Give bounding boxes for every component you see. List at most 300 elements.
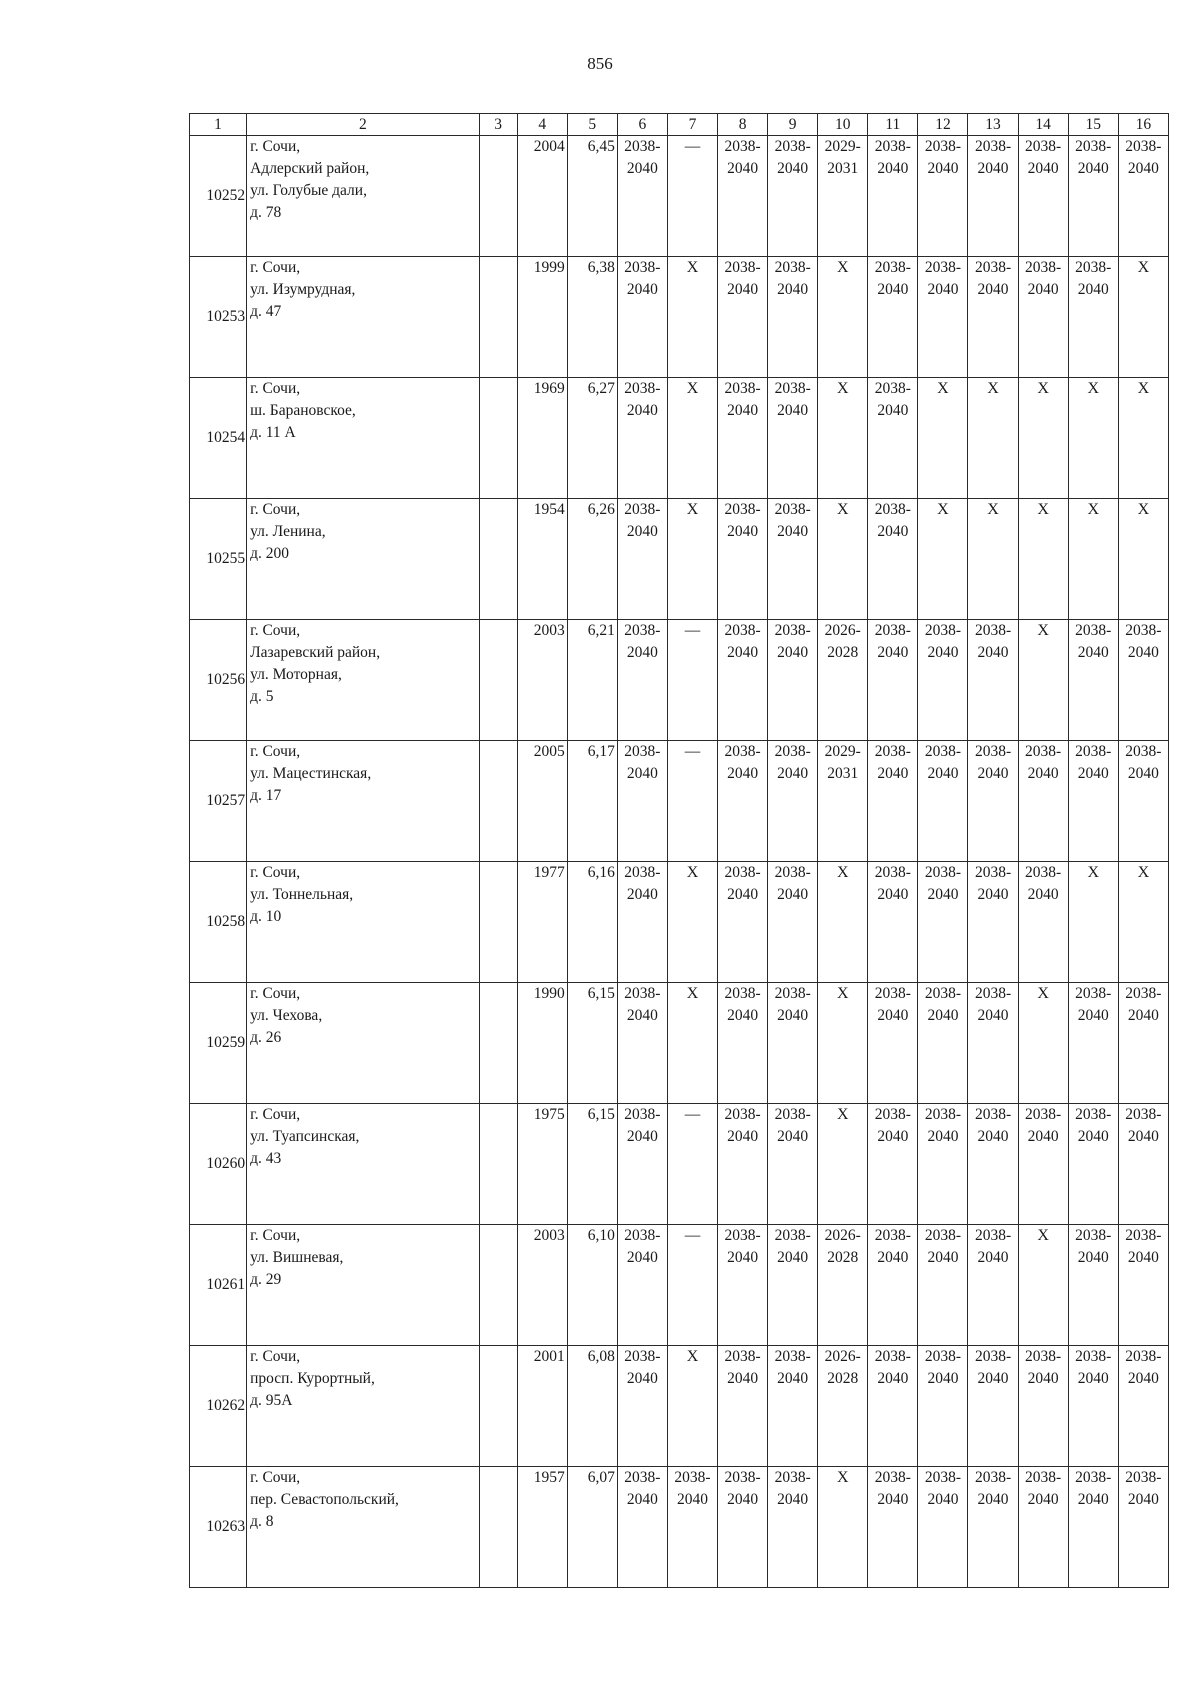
cell-line: 2038- xyxy=(774,1348,811,1365)
year-cell: 1957 xyxy=(517,1467,567,1588)
cell-line: 2040 xyxy=(1127,1491,1159,1508)
cell-mark: X xyxy=(937,501,949,518)
value-cell-col-15 xyxy=(1068,378,1118,499)
cell-line: 2038- xyxy=(1125,1348,1162,1365)
year-cell: 2003 xyxy=(517,1225,567,1346)
value-cell-col-14 xyxy=(1018,257,1068,378)
table-row xyxy=(190,136,1169,257)
value-cell-col-10 xyxy=(818,983,868,1104)
cell-line: д. 95А xyxy=(250,1392,293,1409)
year-cell: 1969 xyxy=(517,378,567,499)
cell-mark: — xyxy=(684,1106,701,1123)
cell-line: 2040 xyxy=(1027,765,1059,782)
cell-line: 2040 xyxy=(727,886,759,903)
cell-line: 2040 xyxy=(977,1370,1009,1387)
cell-line: 2038- xyxy=(1025,864,1062,881)
table-body xyxy=(190,114,1169,1588)
cell-line: 2038- xyxy=(974,1469,1012,1486)
value-cell-col-16 xyxy=(1118,862,1168,983)
row-id: 10252 xyxy=(190,136,247,257)
cell-line: 2038- xyxy=(924,985,962,1002)
cell-line: 2038- xyxy=(1125,743,1162,760)
table-row xyxy=(190,378,1169,499)
value-cell-col-13 xyxy=(968,1225,1018,1346)
value-cell-col-14 xyxy=(1018,136,1068,257)
table-row xyxy=(190,499,1169,620)
cell-line: г. Сочи, xyxy=(250,501,301,518)
value-cell-col-6 xyxy=(617,741,667,862)
value-cell-col-15 xyxy=(1068,499,1118,620)
cell-line: 2040 xyxy=(1077,1128,1109,1145)
cell-line: 2040 xyxy=(777,281,809,298)
value-cell-col-7 xyxy=(667,1225,717,1346)
column-number-row xyxy=(190,114,1169,136)
cell-line: 2040 xyxy=(626,402,658,419)
cell-line: ул. Чехова, xyxy=(250,1007,323,1024)
value-cell-col-15 xyxy=(1068,1104,1118,1225)
cell-mark: X xyxy=(1137,864,1150,881)
cell-line: 2038- xyxy=(724,1106,761,1123)
cell-line: 2038- xyxy=(724,259,761,276)
value-cell-col-8 xyxy=(718,1225,768,1346)
cell-line: 2040 xyxy=(676,1491,708,1508)
value-cell-col-16 xyxy=(1118,378,1168,499)
value-cell-col-10 xyxy=(818,1346,868,1467)
row-id: 10261 xyxy=(190,1225,247,1346)
cell-mark: X xyxy=(1037,501,1049,518)
cell-line: 2040 xyxy=(777,402,809,419)
cell-line: 2026- xyxy=(824,1348,861,1365)
cell-line: 2038- xyxy=(774,864,811,881)
column-3-cell xyxy=(479,1104,517,1225)
cell-line: 2040 xyxy=(1077,1491,1109,1508)
cell-mark: X xyxy=(1087,380,1099,397)
row-id: 10262 xyxy=(190,1346,247,1467)
cell-line: 2038- xyxy=(1075,259,1112,276)
cell-line: 2040 xyxy=(1127,160,1159,177)
cell-line: 2038- xyxy=(974,743,1012,760)
cell-line: 2040 xyxy=(626,1007,658,1024)
table-row xyxy=(190,983,1169,1104)
value-cell-col-11 xyxy=(868,620,918,741)
cell-line: 2038- xyxy=(724,138,761,155)
cell-mark: X xyxy=(686,501,699,518)
column-number-14: 14 xyxy=(1018,114,1068,136)
value-cell-col-15 xyxy=(1068,741,1118,862)
cell-line: 2038- xyxy=(624,380,661,397)
column-number-9: 9 xyxy=(768,114,818,136)
value-cell-col-12 xyxy=(918,1467,968,1588)
cell-mark: X xyxy=(1137,259,1150,276)
value-cell-col-12 xyxy=(918,862,968,983)
value-cell-col-9 xyxy=(768,499,818,620)
column-3-cell xyxy=(479,499,517,620)
value-cell-col-12 xyxy=(918,1104,968,1225)
cell-line: 2038- xyxy=(774,259,811,276)
value-cell-col-8 xyxy=(718,620,768,741)
address-cell xyxy=(247,1225,479,1346)
cell-line: 2038- xyxy=(924,622,962,639)
cell-line: 2038- xyxy=(774,622,811,639)
year-cell: 2005 xyxy=(517,741,567,862)
cell-line: д. 78 xyxy=(250,204,282,221)
cell-line: 2038- xyxy=(624,1106,661,1123)
cell-mark: X xyxy=(836,501,849,518)
cell-line: 2040 xyxy=(927,1370,959,1387)
cell-line: 2038- xyxy=(1025,1106,1062,1123)
year-cell: 2003 xyxy=(517,620,567,741)
value-cell-col-9 xyxy=(768,1104,818,1225)
cell-line: 2040 xyxy=(626,1249,658,1266)
year-cell: 2001 xyxy=(517,1346,567,1467)
cell-line: ул. Тоннельная, xyxy=(250,886,354,903)
value-cell-col-9 xyxy=(768,1346,818,1467)
value-cell-col-10 xyxy=(818,862,868,983)
value-cell-col-16 xyxy=(1118,257,1168,378)
cell-line: 2038- xyxy=(674,1469,711,1486)
cell-line: г. Сочи, xyxy=(250,1348,301,1365)
cell-line: 2038- xyxy=(924,1348,962,1365)
cell-line: 2040 xyxy=(1077,765,1109,782)
value-cell-col-8 xyxy=(718,1104,768,1225)
value-cell-col-16 xyxy=(1118,620,1168,741)
value-cell-col-16 xyxy=(1118,1346,1168,1467)
cell-line: 2038- xyxy=(624,1227,661,1244)
value-cell-col-8 xyxy=(718,741,768,862)
column-number-8: 8 xyxy=(718,114,768,136)
cell-line: 2038- xyxy=(874,1469,911,1486)
cell-line: г. Сочи, xyxy=(250,864,301,881)
cell-line: 2038- xyxy=(1075,138,1112,155)
cell-line: г. Сочи, xyxy=(250,1469,301,1486)
table-row xyxy=(190,1467,1169,1588)
value-cell-col-12 xyxy=(918,499,968,620)
cell-line: 2038- xyxy=(1025,138,1062,155)
cell-line: 2038- xyxy=(624,501,661,518)
cell-line: 2040 xyxy=(877,886,909,903)
value-cell-col-14 xyxy=(1018,741,1068,862)
cell-line: 2040 xyxy=(927,1491,959,1508)
cell-line: д. 17 xyxy=(250,787,282,804)
cell-line: 2038- xyxy=(624,743,661,760)
column-3-cell xyxy=(479,1346,517,1467)
cell-line: ул. Мацестинская, xyxy=(250,765,372,782)
value-cell-col-8 xyxy=(718,257,768,378)
value-cell-col-6 xyxy=(617,1225,667,1346)
cell-line: 2026- xyxy=(824,1227,861,1244)
cell-line: 2040 xyxy=(1027,1491,1059,1508)
value-cell-col-6 xyxy=(617,1104,667,1225)
cell-mark: X xyxy=(1037,380,1049,397)
cell-line: 2040 xyxy=(727,281,759,298)
cell-line: 2038- xyxy=(974,864,1012,881)
cell-line: 2040 xyxy=(977,886,1009,903)
value-cell-col-7 xyxy=(667,862,717,983)
cell-line: 2038- xyxy=(724,380,761,397)
value-cell-col-10 xyxy=(818,620,868,741)
value-cell-col-10 xyxy=(818,136,868,257)
value-cell-col-6 xyxy=(617,1346,667,1467)
cell-line: г. Сочи, xyxy=(250,1227,301,1244)
cell-line: 2040 xyxy=(877,1249,909,1266)
cell-mark: X xyxy=(686,380,699,397)
value-cell-col-16 xyxy=(1118,136,1168,257)
table-row xyxy=(190,620,1169,741)
value-cell-col-7 xyxy=(667,983,717,1104)
column-3-cell xyxy=(479,1225,517,1346)
value-cell-col-9 xyxy=(768,136,818,257)
cell-line: 2038- xyxy=(1125,622,1162,639)
cell-line: 2040 xyxy=(1127,1249,1159,1266)
cell-mark: X xyxy=(1087,501,1099,518)
cell-line: 2040 xyxy=(877,1370,909,1387)
cell-line: 2038- xyxy=(774,501,811,518)
value-cell-col-14 xyxy=(1018,1467,1068,1588)
cell-line: 2038- xyxy=(1075,1227,1112,1244)
value-cell-col-8 xyxy=(718,983,768,1104)
cell-line: 2038- xyxy=(1125,985,1162,1002)
value-cell-col-13 xyxy=(968,499,1018,620)
value-cell-col-14 xyxy=(1018,1225,1068,1346)
column-3-cell xyxy=(479,862,517,983)
cell-line: 2038- xyxy=(1025,743,1062,760)
column-3-cell xyxy=(479,378,517,499)
value-cell-col-12 xyxy=(918,1225,968,1346)
cell-line: 2040 xyxy=(777,1370,809,1387)
cell-line: 2040 xyxy=(777,1249,809,1266)
cell-line: 2040 xyxy=(626,160,658,177)
value-cell-col-13 xyxy=(968,136,1018,257)
value-cell-col-11 xyxy=(868,983,918,1104)
value-cell-col-7 xyxy=(667,620,717,741)
cell-mark: X xyxy=(1037,985,1049,1002)
cell-line: 2040 xyxy=(727,1128,759,1145)
value-cell-col-14 xyxy=(1018,983,1068,1104)
value-cell-col-13 xyxy=(968,257,1018,378)
table-row xyxy=(190,862,1169,983)
column-3-cell xyxy=(479,741,517,862)
value-cell-col-13 xyxy=(968,1104,1018,1225)
value-cell-col-15 xyxy=(1068,862,1118,983)
cell-line: 2038- xyxy=(724,864,761,881)
column-3-cell xyxy=(479,620,517,741)
cell-line: 2040 xyxy=(1077,1007,1109,1024)
value-cell-col-16 xyxy=(1118,1104,1168,1225)
cell-line: 2040 xyxy=(626,523,658,540)
cell-line: 2038- xyxy=(924,864,962,881)
value-cell-col-14 xyxy=(1018,1104,1068,1225)
cell-line: 2040 xyxy=(1027,1370,1059,1387)
cell-line: 2038- xyxy=(624,1469,661,1486)
value-cell-col-14 xyxy=(1018,378,1068,499)
index-cell: 6,21 xyxy=(567,620,617,741)
cell-line: 2038- xyxy=(1125,138,1162,155)
column-number-15: 15 xyxy=(1068,114,1118,136)
cell-line: 2040 xyxy=(1027,886,1059,903)
value-cell-col-11 xyxy=(868,257,918,378)
cell-line: 2038- xyxy=(724,501,761,518)
value-cell-col-16 xyxy=(1118,499,1168,620)
row-id: 10263 xyxy=(190,1467,247,1588)
cell-line: 2040 xyxy=(877,281,909,298)
cell-line: 2029- xyxy=(824,138,861,155)
cell-line: 2040 xyxy=(727,644,759,661)
cell-line: 2040 xyxy=(777,1491,809,1508)
cell-line: 2040 xyxy=(1127,765,1159,782)
value-cell-col-12 xyxy=(918,257,968,378)
cell-line: 2040 xyxy=(977,1491,1009,1508)
cell-line: г. Сочи, xyxy=(250,259,301,276)
cell-line: Адлерский район, xyxy=(250,160,370,177)
cell-line: 2038- xyxy=(974,985,1012,1002)
cell-mark: X xyxy=(1037,622,1049,639)
cell-mark: X xyxy=(686,985,699,1002)
cell-line: 2038- xyxy=(774,1227,811,1244)
cell-mark: X xyxy=(1087,864,1099,881)
cell-mark: — xyxy=(684,138,701,155)
cell-line: Лазаревский район, xyxy=(250,644,381,661)
cell-line: 2038- xyxy=(624,864,661,881)
cell-line: 2038- xyxy=(1125,1469,1162,1486)
cell-line: 2038- xyxy=(724,622,761,639)
index-cell: 6,07 xyxy=(567,1467,617,1588)
cell-line: 2040 xyxy=(877,644,909,661)
cell-line: д. 47 xyxy=(250,303,282,320)
cell-line: 2038- xyxy=(624,138,661,155)
cell-line: 2038- xyxy=(724,1348,761,1365)
cell-line: 2038- xyxy=(774,1469,811,1486)
row-id: 10258 xyxy=(190,862,247,983)
value-cell-col-11 xyxy=(868,1104,918,1225)
value-cell-col-15 xyxy=(1068,136,1118,257)
index-cell: 6,45 xyxy=(567,136,617,257)
address-cell xyxy=(247,136,479,257)
value-cell-col-10 xyxy=(818,1225,868,1346)
row-id: 10254 xyxy=(190,378,247,499)
cell-mark: X xyxy=(987,380,999,397)
cell-line: д. 43 xyxy=(250,1150,282,1167)
row-id: 10255 xyxy=(190,499,247,620)
cell-line: 2038- xyxy=(924,138,962,155)
cell-mark: X xyxy=(836,864,849,881)
cell-line: 2040 xyxy=(927,886,959,903)
cell-line: 2038- xyxy=(874,864,911,881)
cell-line: 2038- xyxy=(874,380,911,397)
column-3-cell xyxy=(479,983,517,1104)
cell-line: 2038- xyxy=(874,622,911,639)
cell-line: 2038- xyxy=(974,259,1012,276)
cell-line: 2040 xyxy=(1077,1370,1109,1387)
cell-line: 2038- xyxy=(724,743,761,760)
cell-line: д. 10 xyxy=(250,908,282,925)
cell-line: 2040 xyxy=(877,402,909,419)
cell-line: 2040 xyxy=(1077,644,1109,661)
index-cell: 6,15 xyxy=(567,1104,617,1225)
cell-line: 2038- xyxy=(924,743,962,760)
cell-line: 2040 xyxy=(877,765,909,782)
column-number-2: 2 xyxy=(247,114,479,136)
value-cell-col-8 xyxy=(718,1467,768,1588)
cell-line: 2040 xyxy=(777,765,809,782)
value-cell-col-6 xyxy=(617,378,667,499)
cell-line: г. Сочи, xyxy=(250,743,301,760)
cell-line: 2038- xyxy=(1075,1106,1112,1123)
address-cell xyxy=(247,499,479,620)
cell-line: ул. Туапсинская, xyxy=(250,1128,360,1145)
cell-mark: X xyxy=(1137,380,1150,397)
index-cell: 6,15 xyxy=(567,983,617,1104)
value-cell-col-11 xyxy=(868,1225,918,1346)
cell-line: д. 8 xyxy=(250,1513,274,1530)
year-cell: 1975 xyxy=(517,1104,567,1225)
cell-line: 2040 xyxy=(877,1491,909,1508)
cell-line: 2038- xyxy=(624,985,661,1002)
value-cell-col-15 xyxy=(1068,983,1118,1104)
cell-line: 2038- xyxy=(974,622,1012,639)
column-number-11: 11 xyxy=(868,114,918,136)
column-3-cell xyxy=(479,136,517,257)
cell-line: 2040 xyxy=(727,1491,759,1508)
cell-line: 2040 xyxy=(877,1007,909,1024)
cell-mark: — xyxy=(684,1227,701,1244)
cell-line: 2040 xyxy=(877,160,909,177)
cell-line: 2040 xyxy=(977,281,1009,298)
column-3-cell xyxy=(479,257,517,378)
table-row xyxy=(190,1104,1169,1225)
cell-mark: X xyxy=(836,259,849,276)
value-cell-col-15 xyxy=(1068,1346,1118,1467)
year-cell: 1977 xyxy=(517,862,567,983)
cell-line: 2038- xyxy=(974,1106,1012,1123)
cell-line: 2040 xyxy=(1027,281,1059,298)
value-cell-col-7 xyxy=(667,499,717,620)
cell-line: 2038- xyxy=(1125,1106,1162,1123)
address-cell xyxy=(247,620,479,741)
cell-line: 2040 xyxy=(777,644,809,661)
cell-line: ул. Ленина, xyxy=(250,523,326,540)
cell-line: 2038- xyxy=(1075,985,1112,1002)
cell-line: 2028 xyxy=(827,644,859,661)
cell-line: ул. Моторная, xyxy=(250,666,342,683)
cell-line: 2040 xyxy=(1027,160,1059,177)
cell-line: 2038- xyxy=(924,1469,962,1486)
value-cell-col-12 xyxy=(918,136,968,257)
value-cell-col-9 xyxy=(768,741,818,862)
cell-line: 2038- xyxy=(624,259,661,276)
value-cell-col-10 xyxy=(818,257,868,378)
value-cell-col-12 xyxy=(918,378,968,499)
cell-line: 2040 xyxy=(1077,160,1109,177)
cell-line: 2040 xyxy=(1077,281,1109,298)
row-id: 10260 xyxy=(190,1104,247,1225)
cell-line: 2038- xyxy=(874,259,911,276)
cell-line: г. Сочи, xyxy=(250,1106,301,1123)
value-cell-col-7 xyxy=(667,378,717,499)
value-cell-col-13 xyxy=(968,620,1018,741)
value-cell-col-7 xyxy=(667,741,717,862)
cell-line: 2040 xyxy=(777,1128,809,1145)
year-cell: 1999 xyxy=(517,257,567,378)
value-cell-col-11 xyxy=(868,1467,918,1588)
value-cell-col-9 xyxy=(768,983,818,1104)
index-cell: 6,27 xyxy=(567,378,617,499)
cell-line: 2038- xyxy=(874,1106,911,1123)
cell-mark: X xyxy=(836,1469,849,1486)
value-cell-col-10 xyxy=(818,1467,868,1588)
cell-line: 2038- xyxy=(974,138,1012,155)
cell-line: г. Сочи, xyxy=(250,985,301,1002)
value-cell-col-9 xyxy=(768,1467,818,1588)
